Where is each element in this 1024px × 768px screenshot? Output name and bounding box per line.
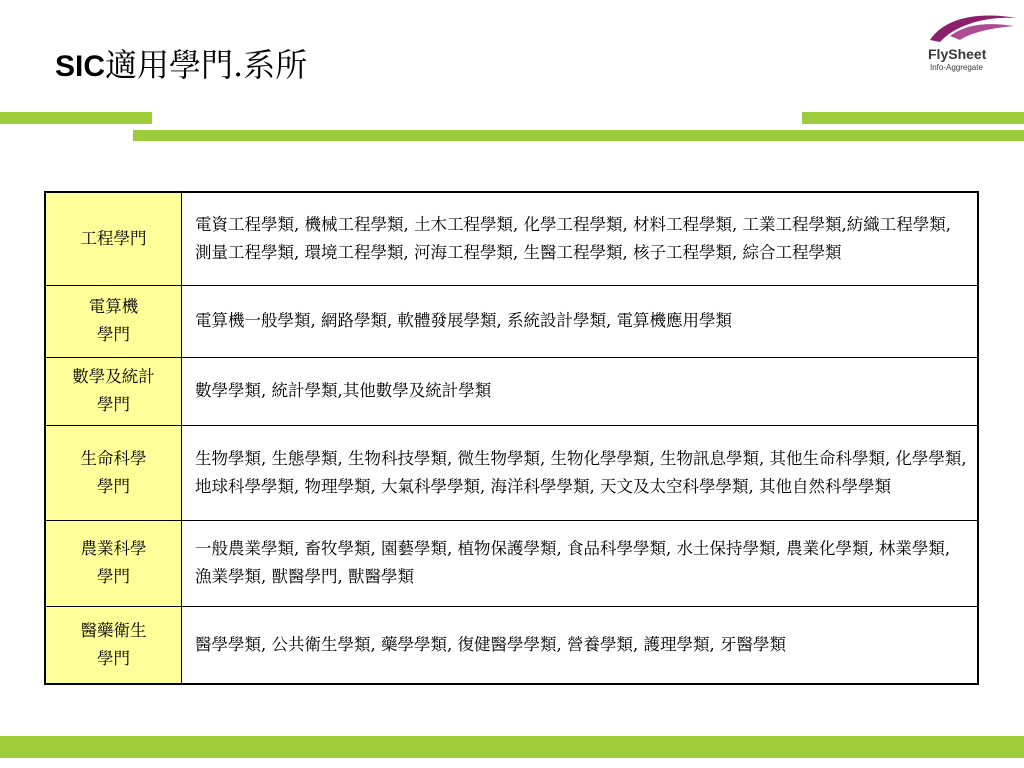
title-cjk: 適用學門.系所 <box>105 46 308 84</box>
field-cell: 醫藥衛生 學門 <box>45 606 182 684</box>
majors-cell: 電算機一般學類, 網路學類, 軟體發展學類, 系統設計學類, 電算機應用學類 <box>182 285 979 357</box>
field-cell: 工程學門 <box>45 192 182 285</box>
page-title <box>55 40 307 86</box>
field-cell: 電算機 學門 <box>45 285 182 357</box>
majors-cell: 一般農業學類, 畜牧學類, 園藝學類, 植物保護學類, 食品科學學類, 水土保持學類, 農業化學類, 林業學類, 漁業學類, 獸醫學門, 獸醫學類 <box>182 520 979 606</box>
table-row <box>45 357 978 425</box>
top-accent-bar-left <box>0 112 152 124</box>
swoosh-icon <box>926 10 1018 46</box>
field-cell: 數學及統計 學門 <box>45 357 182 425</box>
field-cell: 農業科學 學門 <box>45 520 182 606</box>
majors-cell: 數學學類, 統計學類,其他數學及統計學類 <box>182 357 979 425</box>
majors-cell: 生物學類, 生態學類, 生物科技學類, 微生物學類, 生物化學學類, 生物訊息學類, 其他生命科學類, 化學學類, 地球科學學類, 物理學類, 大氣科學學類, 海洋科學學類, 天文及太空科學學類, 其他自然科學學類 <box>182 425 979 520</box>
majors-cell: 醫學學類, 公共衛生學類, 藥學學類, 復健醫學學類, 營養學類, 護理學類, 牙醫學類 <box>182 606 979 684</box>
bottom-accent-bar <box>0 736 1024 758</box>
title-latin: SIC <box>55 50 106 83</box>
table-row <box>45 425 978 520</box>
discipline-table <box>44 191 979 685</box>
top-accent-line <box>133 130 1024 141</box>
flysheet-logo <box>926 10 1018 74</box>
table-row <box>45 285 978 357</box>
logo-brand: FlySheet <box>928 46 987 62</box>
logo-tagline: Info-Aggregate <box>930 63 983 72</box>
table-row <box>45 192 978 285</box>
field-cell: 生命科學 學門 <box>45 425 182 520</box>
table-row <box>45 520 978 606</box>
top-accent-bar-right <box>802 112 1024 124</box>
table-row <box>45 606 978 684</box>
majors-cell: 電資工程學類, 機械工程學類, 土木工程學類, 化學工程學類, 材料工程學類, 工業工程學類,紡織工程學類, 測量工程學類, 環境工程學類, 河海工程學類, 生醫工程學類, 核子工程學類, 綜合工程學類 <box>182 192 979 285</box>
